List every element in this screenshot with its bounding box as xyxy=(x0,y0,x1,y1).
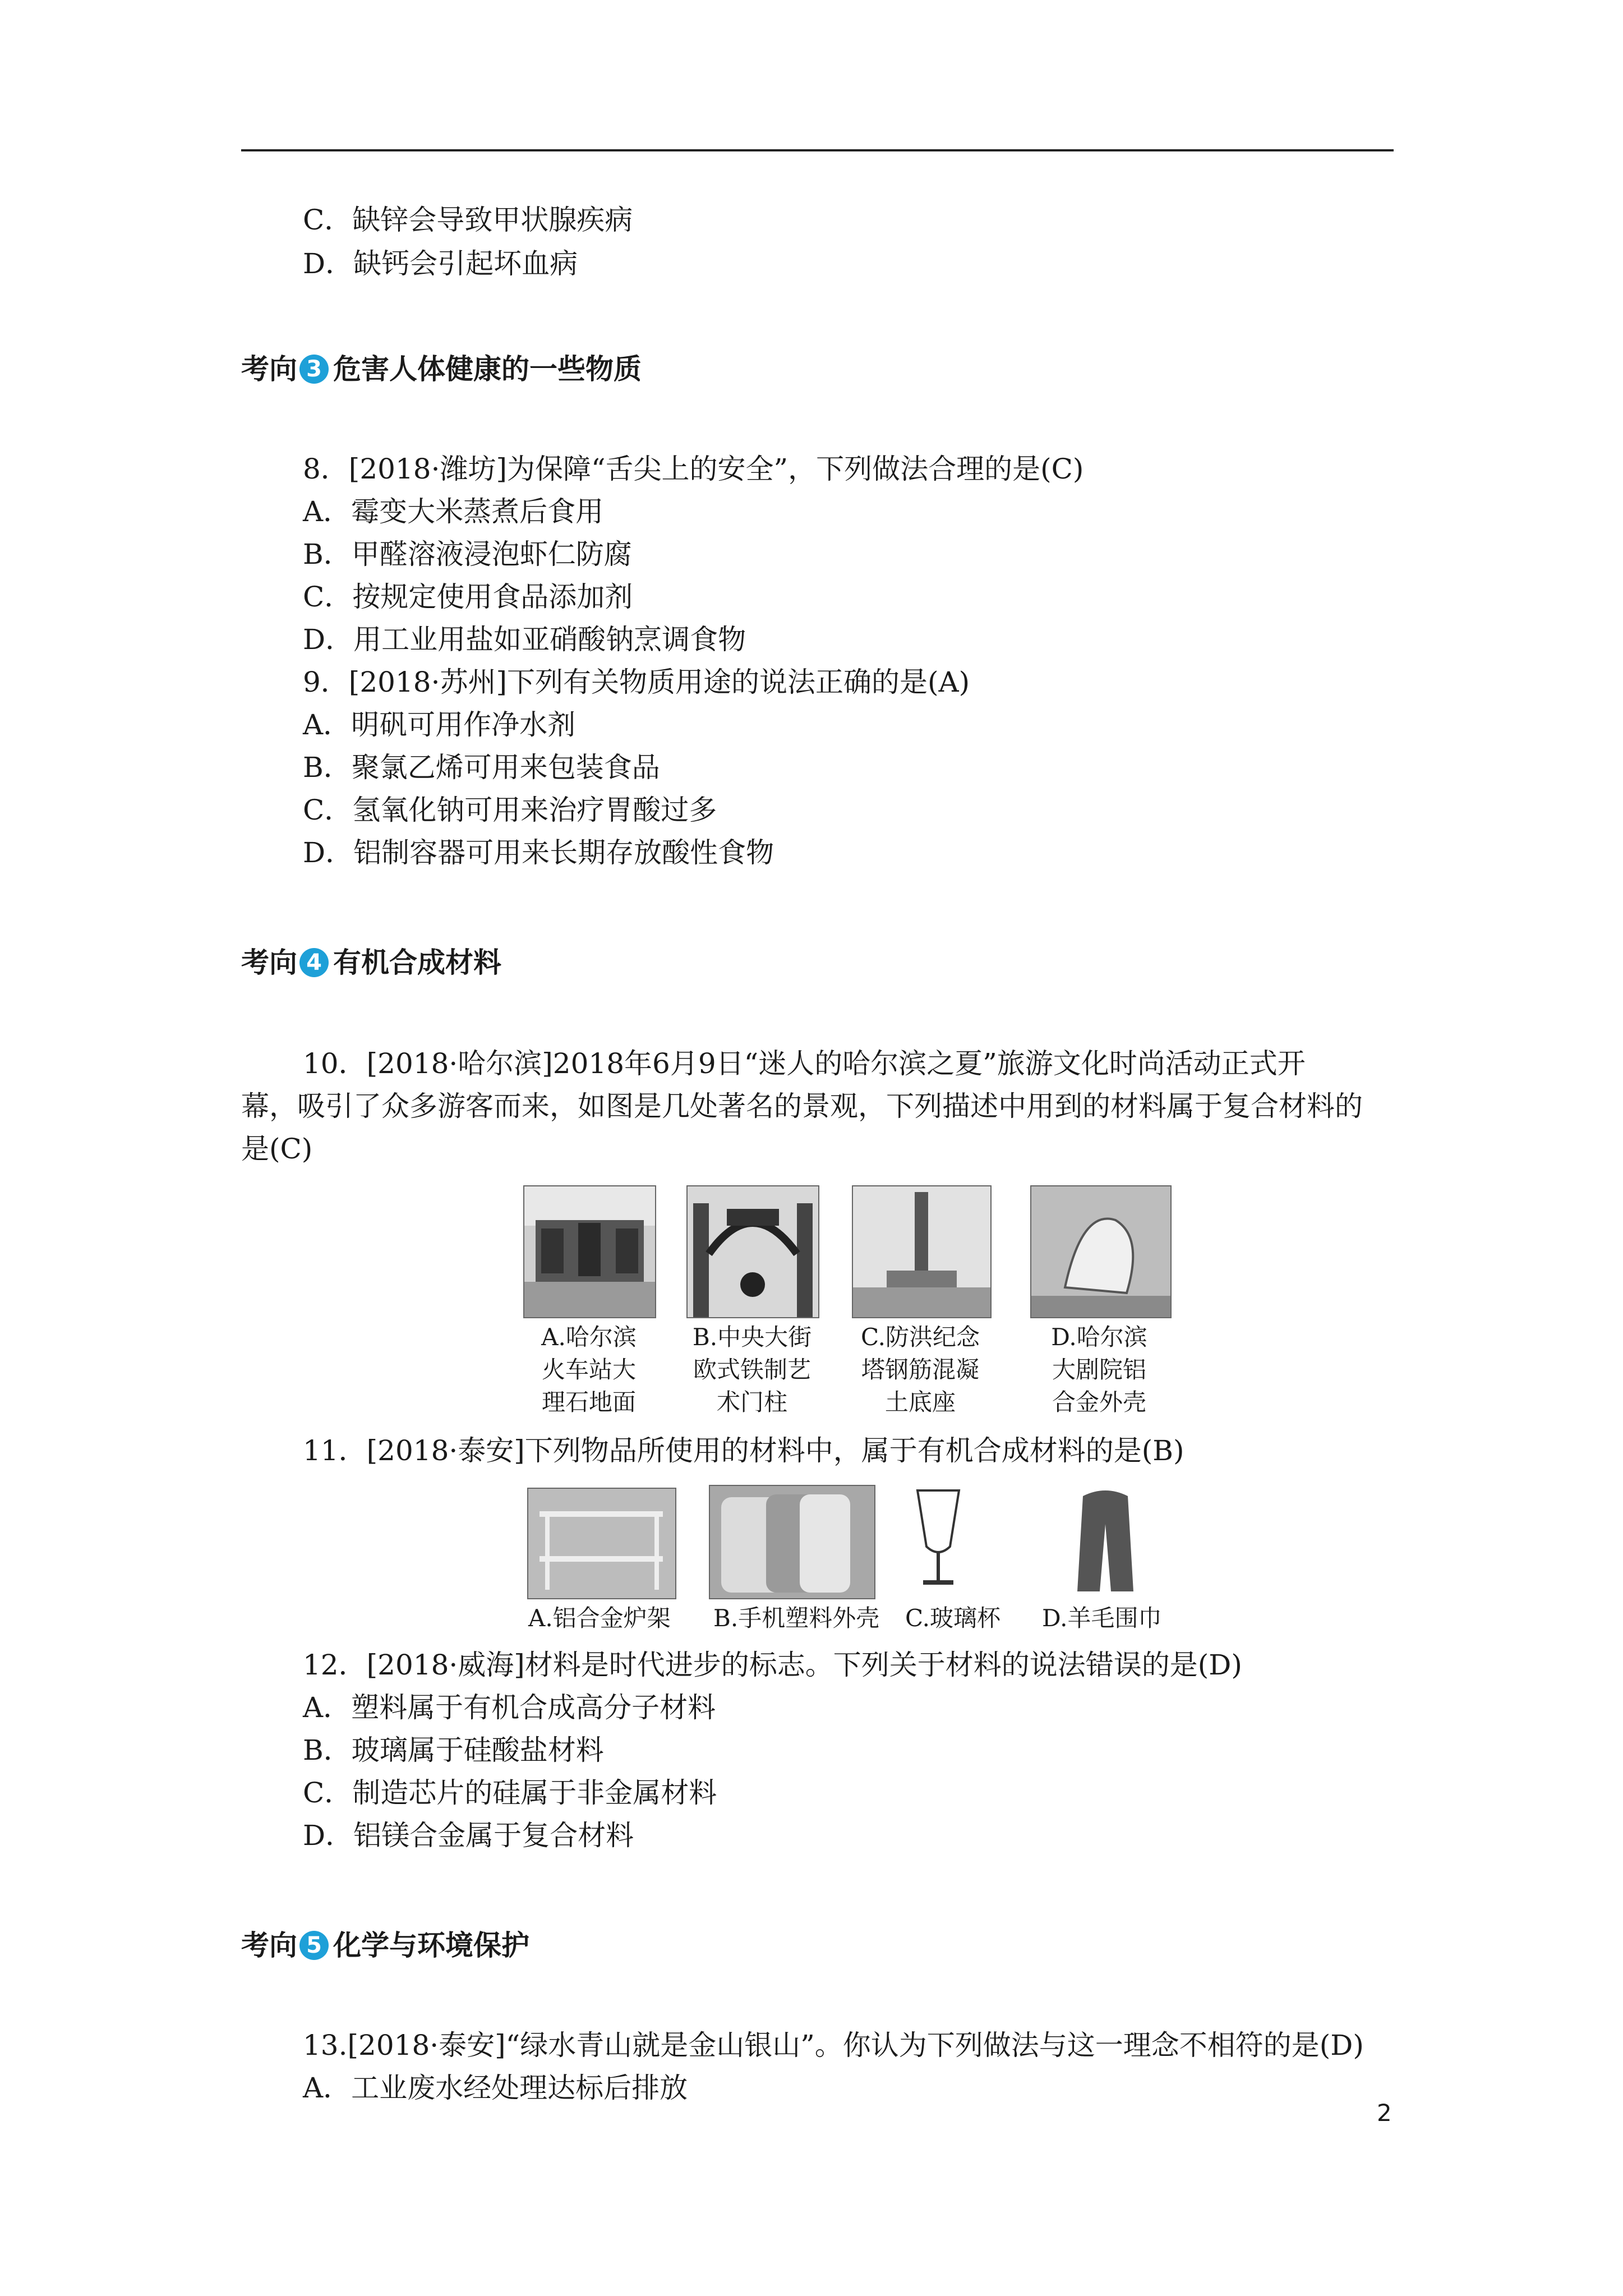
caption-line: 大剧院铝 xyxy=(1052,1356,1146,1383)
caption-line: 塔钢筋混凝 xyxy=(861,1356,979,1383)
gate-illustration xyxy=(688,1186,818,1317)
question-10-stem-line: 幕，吸引了众多游客而来，如图是几处著名的景观，下列描述中用到的材料属于复合材料的 xyxy=(241,1090,1363,1122)
caption-a: A.铝合金炉架 xyxy=(528,1604,671,1632)
section-number-badge: 5 xyxy=(299,1931,329,1960)
option-text: D．缺钙会引起坏血病 xyxy=(303,247,578,280)
scarf-illustration xyxy=(1049,1485,1161,1597)
option-text: C．制造芯片的硅属于非金属材料 xyxy=(303,1777,717,1809)
caption-b: B.手机塑料外壳 xyxy=(713,1604,880,1632)
tower-illustration xyxy=(853,1186,990,1317)
option-text: B．玻璃属于硅酸盐材料 xyxy=(303,1734,604,1766)
station-illustration xyxy=(524,1186,655,1317)
caption-line: 术门柱 xyxy=(716,1388,787,1416)
caption-line: A.哈尔滨 xyxy=(541,1323,637,1351)
option-text: D．用工业用盐如亚硝酸钠烹调食物 xyxy=(303,623,746,656)
question-9-stem: 9．[2018·苏州]下列有关物质用途的说法正确的是(A) xyxy=(303,666,970,698)
caption-line: D.哈尔滨 xyxy=(1051,1323,1147,1351)
section-heading-4 xyxy=(241,945,501,981)
question-13-stem: 13.[2018·泰安]“绿水青山就是金山银山”。你认为下列做法与这一理念不相符的是(D) xyxy=(303,2029,1364,2062)
photo-harbin-railway-station xyxy=(523,1185,656,1318)
section-prefix: 考向 xyxy=(241,1929,297,1962)
caption-line: 合金外壳 xyxy=(1052,1388,1146,1416)
photo-glass-cup xyxy=(913,1485,963,1597)
section-heading-5 xyxy=(241,1927,529,1963)
section-prefix: 考向 xyxy=(241,946,297,979)
caption-line: B.中央大街 xyxy=(692,1323,812,1351)
option-text: B．聚氯乙烯可用来包装食品 xyxy=(303,751,660,784)
caption-b xyxy=(679,1321,825,1419)
theatre-illustration xyxy=(1031,1186,1170,1317)
section-heading-3 xyxy=(241,351,642,387)
section-title: 有机合成材料 xyxy=(333,946,501,979)
option-text: C．按规定使用食品添加剂 xyxy=(303,581,633,613)
caption-line: 理石地面 xyxy=(541,1388,636,1416)
caption-d xyxy=(1026,1321,1172,1419)
section-title: 化学与环境保护 xyxy=(333,1929,529,1962)
question-10-stem-line: 10．[2018·哈尔滨]2018年6月9日“迷人的哈尔滨之夏”旅游文化时尚活动正式开 xyxy=(303,1047,1306,1080)
page-number: 2 xyxy=(1377,2099,1392,2127)
photo-central-street-gate xyxy=(686,1185,819,1318)
caption-c: C.玻璃杯 xyxy=(905,1604,1000,1632)
option-text: D．铝制容器可用来长期存放酸性食物 xyxy=(303,836,774,869)
photo-flood-memorial-tower xyxy=(852,1185,992,1318)
photo-harbin-grand-theatre xyxy=(1030,1185,1172,1318)
option-text: B．甲醛溶液浸泡虾仁防腐 xyxy=(303,538,632,570)
section-prefix: 考向 xyxy=(241,353,297,385)
caption-line: 土底座 xyxy=(884,1388,956,1416)
caption-line: 火车站大 xyxy=(541,1356,636,1383)
section-number-badge: 4 xyxy=(299,948,329,977)
option-text: C．缺锌会导致甲状腺疾病 xyxy=(303,204,633,236)
glass-illustration xyxy=(913,1485,963,1597)
option-text: A．工业废水经处理达标后排放 xyxy=(303,2072,688,2104)
question-11-stem: 11．[2018·泰安]下列物品所使用的材料中，属于有机合成材料的是(B) xyxy=(303,1434,1184,1467)
question-8-stem: 8．[2018·潍坊]为保障“舌尖上的安全”，下列做法合理的是(C) xyxy=(303,453,1084,485)
option-text: A．明矾可用作净水剂 xyxy=(303,708,576,741)
section-number-badge: 3 xyxy=(299,355,329,384)
option-text: D．铝镁合金属于复合材料 xyxy=(303,1819,634,1852)
caption-line: 欧式铁制艺 xyxy=(693,1356,811,1383)
option-text: A．塑料属于有机合成高分子材料 xyxy=(303,1691,716,1724)
caption-d: D.羊毛围巾 xyxy=(1042,1604,1162,1632)
photo-wool-scarf xyxy=(1049,1485,1161,1597)
caption-a xyxy=(516,1321,662,1419)
header-rule xyxy=(241,149,1394,151)
option-text: A．霉变大米蒸煮后食用 xyxy=(303,495,604,528)
photo-phone-cases xyxy=(709,1485,875,1599)
caption-line: C.防洪纪念 xyxy=(861,1323,980,1351)
section-title: 危害人体健康的一些物质 xyxy=(333,353,642,385)
photo-aluminum-rack xyxy=(527,1488,676,1599)
option-text: C．氢氧化钠可用来治疗胃酸过多 xyxy=(303,794,717,826)
caption-c xyxy=(847,1321,993,1419)
rack-illustration xyxy=(528,1489,675,1598)
question-10-stem-line: 是(C) xyxy=(241,1133,313,1165)
phone-cases-illustration xyxy=(710,1486,874,1598)
question-12-stem: 12．[2018·威海]材料是时代进步的标志。下列关于材料的说法错误的是(D) xyxy=(303,1649,1242,1681)
